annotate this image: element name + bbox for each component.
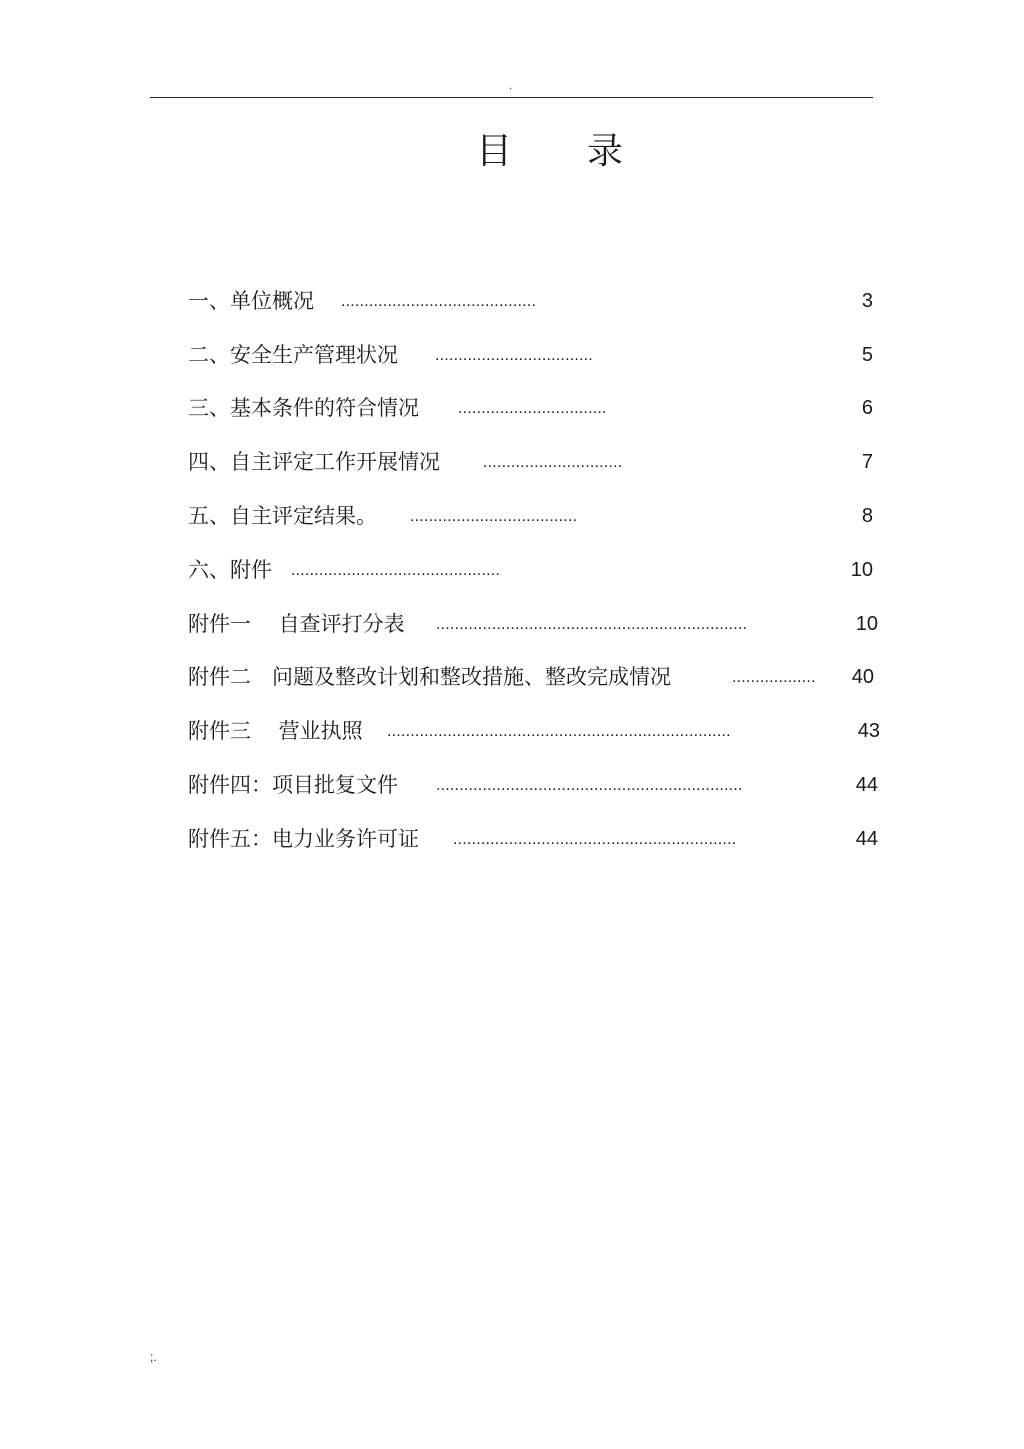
toc-leader-dots: .............................................	[291, 562, 501, 579]
toc-page-number: 3	[861, 290, 873, 312]
title-char-2: 录	[587, 131, 624, 172]
toc-label: 四、自主评定工作开展情况	[188, 450, 440, 474]
toc-label: 六、附件	[188, 558, 272, 582]
toc-page-number: 40	[851, 666, 874, 688]
toc-label: 附件三 营业执照	[188, 719, 363, 743]
toc-label: 附件二 问题及整改计划和整改措施、整改完成情况	[188, 665, 671, 689]
toc-page-number: 7	[861, 451, 873, 473]
toc-page-number: 44	[855, 828, 878, 850]
toc-page-number: 10	[850, 559, 873, 581]
toc-leader-dots: .............................................................	[453, 831, 737, 848]
page-title	[476, 128, 624, 176]
toc-leader-dots: ..........................................	[341, 293, 537, 310]
toc-label: 二、安全生产管理状况	[188, 343, 398, 367]
toc-page-number: 6	[861, 397, 873, 419]
toc-label: 附件一 自查评打分表	[188, 612, 405, 636]
toc-page-number: 5	[861, 344, 873, 366]
toc-leader-dots: ..................................	[435, 347, 593, 364]
toc-label: 一、单位概况	[188, 289, 314, 313]
toc-label: 附件四：项目批复文件	[188, 773, 398, 797]
toc-page-number: 10	[855, 613, 878, 635]
title-char-1: 目	[476, 131, 513, 172]
toc-label: 附件五：电力业务许可证	[188, 827, 419, 851]
header-mark: .	[509, 81, 513, 92]
toc-leader-dots: ..............................	[483, 454, 623, 471]
toc-page-number: 8	[861, 505, 873, 527]
toc-leader-dots: ...................................................................	[436, 616, 748, 633]
toc-leader-dots: ....................................	[410, 508, 578, 525]
toc-leader-dots: ..........................................................................	[387, 723, 731, 740]
footer-mark: ;.	[150, 1350, 157, 1364]
toc-leader-dots: ..................	[732, 669, 816, 686]
toc-leader-dots: ..................................................................	[436, 777, 743, 794]
toc-label: 五、自主评定结果。	[188, 504, 377, 528]
toc-page-number: 44	[855, 774, 878, 796]
toc-leader-dots: ................................	[458, 400, 607, 417]
header-rule	[150, 97, 873, 98]
toc-page-number: 43	[857, 720, 880, 742]
toc-label: 三、基本条件的符合情况	[188, 396, 419, 420]
